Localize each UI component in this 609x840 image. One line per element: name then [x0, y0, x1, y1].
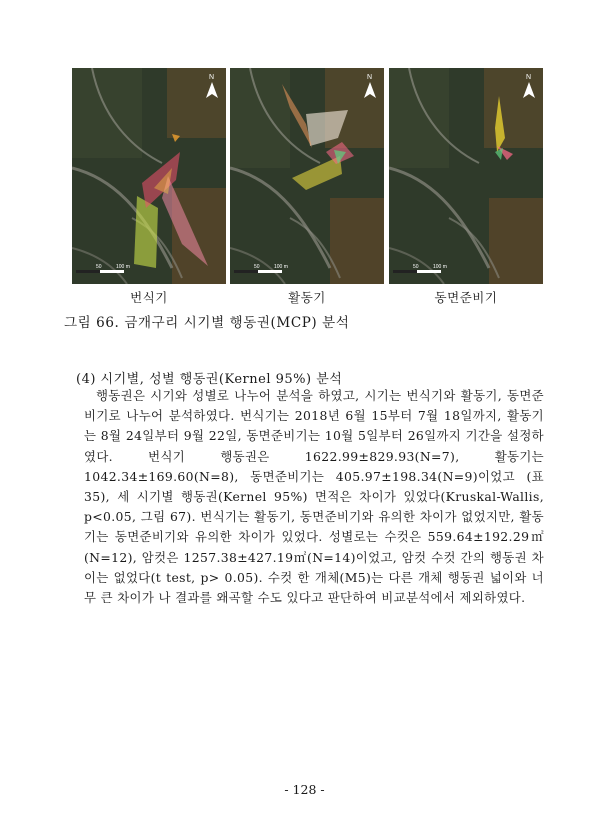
section-heading: (4) 시기별, 성별 행동권(Kernel 95%) 분석: [76, 372, 343, 387]
scale-bar: [234, 270, 282, 273]
scale-mid-label: 50: [413, 264, 419, 270]
aerial-map-image: [230, 68, 384, 284]
panel-label-breeding: 번식기: [130, 290, 168, 305]
scale-mid-label: 50: [96, 264, 102, 270]
map-panel-breeding: [72, 68, 226, 284]
scale-bar: [393, 270, 441, 273]
body-paragraph: 행동권은 시기와 성별로 나누어 분석을 하였고, 시기는 번식기와 활동기, 동면준비기로 나누어 분석하였다. 번식기는 2018년 6월 15부터 7월 18일까지, 활동기는 8월 24일부터 9월 22일, 동면준비기는 10월 5일부터 26일까지 기간을 설정하였다. 번식기 행동권은 1622.99±829.93(N=7), 활동기는 1042.34±169.60(N=8), 동면준비기는 405.97±198.34(N=9)이었고 (표 35), 세 시기별 행동권(Kernel 95%) 면적은 차이가 있었다(Kruskal-Wallis, p<0.05, 그림 67). 번식기는 활동기, 동면준비기와 유의한 차이가 없었지만, 활동기는 동면준비기와 유의한 차이가 있었다. 성별로는 수컷은 559.64±192.29㎡(N=12), 암컷은 1257.38±427.19㎡(N=14)이었고, 암컷 수컷 간의 행동권 차이는 없었다(t test, p> 0.05). 수컷 한 개체(M5)는 다른 개체 행동권 넓이와 너무 큰 차이가 나 결과를 왜곡할 수도 있다고 판단하여 비교분석에서 제외하였다.: [84, 388, 544, 606]
scale-end-label: 100 m: [274, 264, 288, 270]
panel-label-hibernation-prep: 동면준비기: [434, 290, 498, 305]
map-panel-hibernation-prep: [389, 68, 543, 284]
page-number: - 128 -: [284, 782, 325, 797]
map-panel-active: [230, 68, 384, 284]
north-label: N: [526, 74, 532, 81]
aerial-map-image: [389, 68, 543, 284]
figure-caption: 그림 66. 금개구리 시기별 행동권(MCP) 분석: [64, 315, 350, 331]
scale-end-label: 100 m: [116, 264, 130, 270]
panel-label-active: 활동기: [288, 290, 326, 305]
aerial-map-image: [72, 68, 226, 284]
north-label: N: [209, 74, 215, 81]
scale-bar: [76, 270, 124, 273]
north-label: N: [367, 74, 373, 81]
scale-mid-label: 50: [254, 264, 260, 270]
scale-end-label: 100 m: [433, 264, 447, 270]
